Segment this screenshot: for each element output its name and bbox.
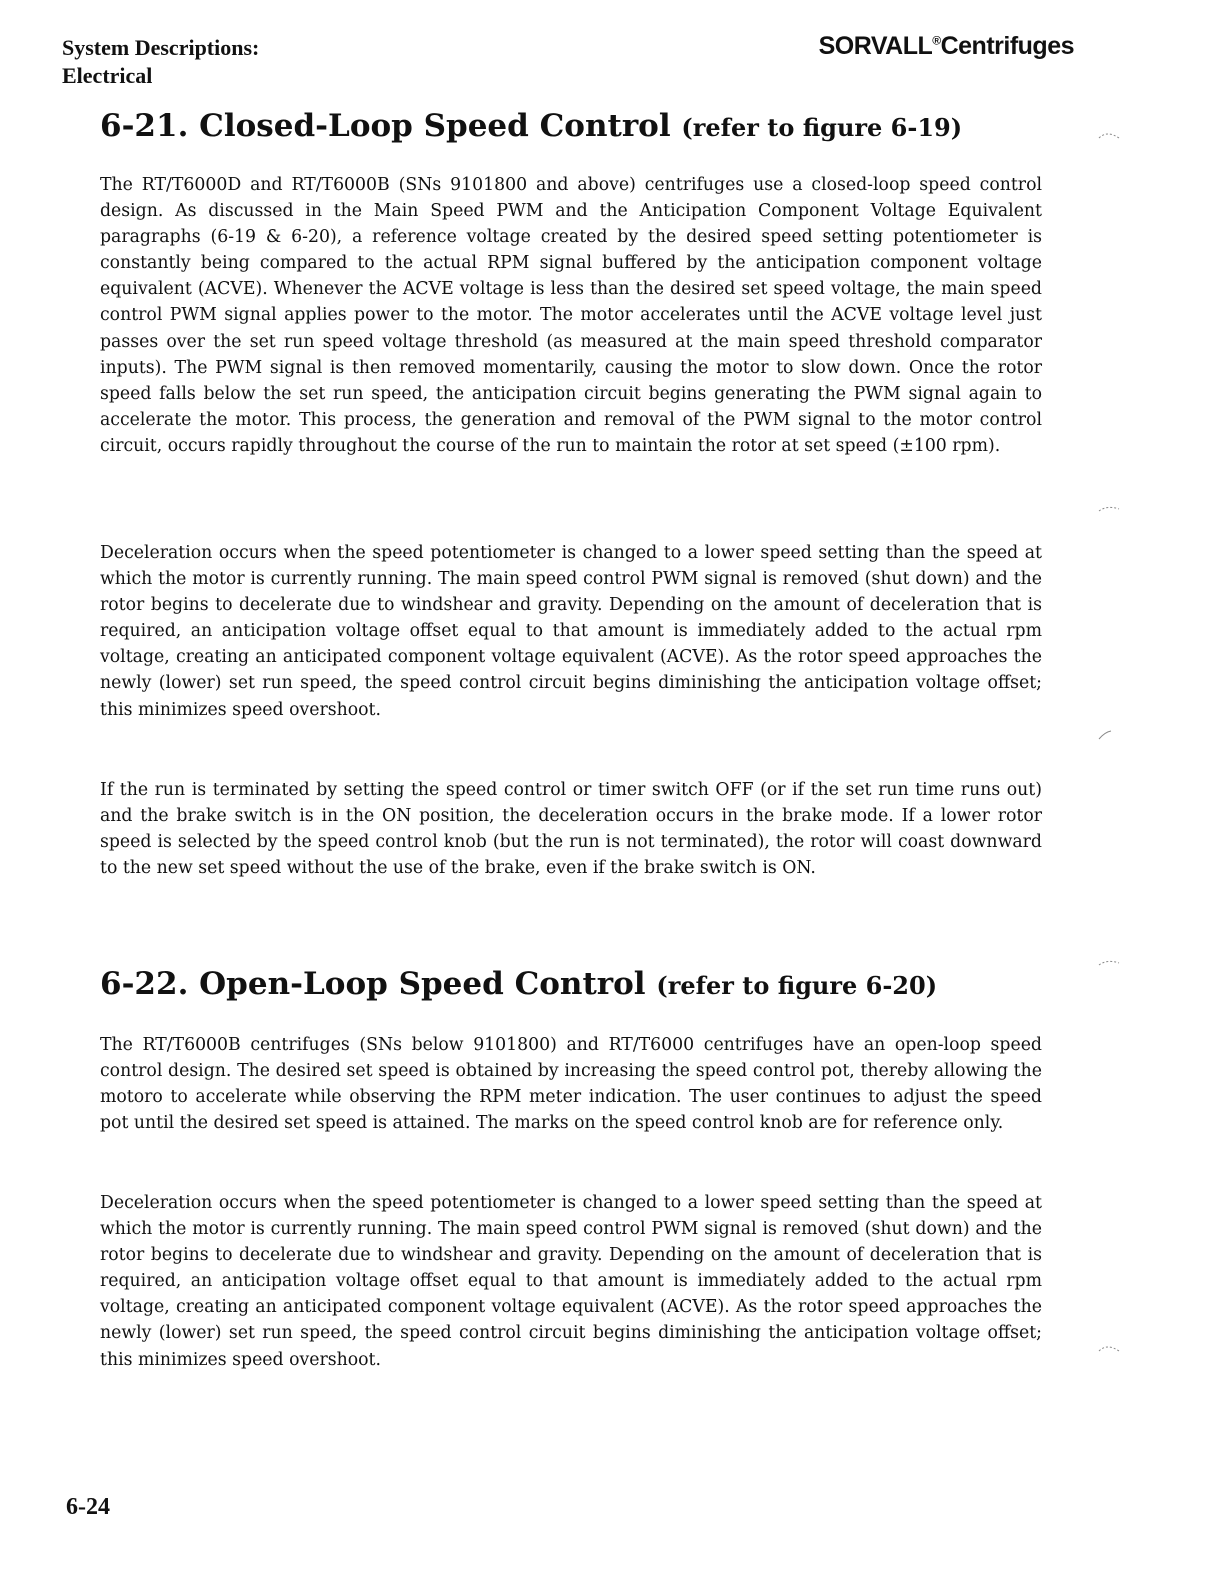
section-heading: Open-Loop Speed Control: [199, 966, 646, 1002]
section-6-21-paragraph-2: Deceleration occurs when the speed potentiometer is changed to a lower speed setting than the speed at which the motor is currently running. The main speed control PWM signal is removed (shut down) and the rotor begins to decelerate due to windshear and gravity. Depending on the amount of deceleration that is required, an anticipation voltage offset equal to that amount is immediately added to the actual rpm voltage, creating an anticipated component voltage equivalent (ACVE). As the rotor speed approaches the newly (lower) set run speed, the speed control circuit begins diminishing the anticipation voltage offset; this minimizes speed overshoot.: [100, 543, 1042, 720]
page-number: 6-24: [66, 1494, 110, 1520]
hole-punch-mark: [1097, 1343, 1123, 1353]
figure-reference: (refer to figure 6-19): [681, 113, 963, 142]
figure-reference: (refer to figure 6-20): [656, 971, 938, 1000]
hole-punch-mark: [1097, 503, 1123, 513]
registered-mark: ®: [932, 33, 941, 48]
hole-punch-mark: [1097, 730, 1123, 740]
section-number: 6-22.: [100, 966, 189, 1002]
section-6-22-paragraph-2: Deceleration occurs when the speed potentiometer is changed to a lower speed setting than the speed at which the motor is currently running. The main speed control PWM signal is removed (shut down) and the rotor begins to decelerate due to windshear and gravity. Depending on the amount of deceleration that is required, an anticipation voltage offset equal to that amount is immediately added to the actual rpm voltage, creating an anticipated component voltage equivalent (ACVE). As the rotor speed approaches the newly (lower) set run speed, the speed control circuit begins diminishing the anticipation voltage offset; this minimizes speed overshoot.: [100, 1193, 1042, 1370]
header-section-line2: Electrical: [62, 63, 153, 88]
section-number: 6-21.: [100, 108, 189, 144]
hole-punch-mark: [1097, 957, 1123, 967]
product-name: Centrifuges: [940, 32, 1074, 60]
brand-name: SORVALL: [818, 32, 933, 60]
header-section-label: [62, 34, 259, 90]
section-6-21-paragraph-1: The RT/T6000D and RT/T6000B (SNs 9101800 and above) centrifuges use a closed-loop speed control design. As discussed in the Main Speed PWM and the Anticipation Component Voltage Equivalent paragraphs (6-19 & 6-20), a reference voltage created by the desired speed setting potentiometer is constantly being compared to the actual RPM signal buffered by the anticipation component voltage equivalent (ACVE). Whenever the ACVE voltage is less than the desired set speed voltage, the main speed control PWM signal applies power to the motor. The motor accelerates until the ACVE voltage level just passes over the set run speed voltage threshold (as measured at the main speed threshold comparator inputs). The PWM signal is then removed momentarily, causing the motor to slow down. Once the rotor speed falls below the set run speed, the anticipation circuit begins generating the PWM signal again to accelerate the motor. This process, the generation and removal of the PWM signal to the motor control circuit, occurs rapidly throughout the course of the run to maintain the rotor at set speed (±100 rpm).: [100, 175, 1042, 456]
section-6-21-paragraph-3: If the run is terminated by setting the speed control or timer switch OFF (or if the set run time runs out) and the brake switch is in the ON position, the deceleration occurs in the brake mode. If a lower rotor speed is selected by the speed control knob (but the run is not terminated), the rotor will coast downward to the new set speed without the use of the brake, even if the brake switch is ON.: [100, 780, 1042, 879]
section-heading: Closed-Loop Speed Control: [199, 108, 671, 144]
section-6-21-title: [100, 108, 962, 144]
header-section-line1: System Descriptions:: [62, 35, 260, 60]
hole-punch-mark: [1097, 130, 1123, 140]
header-brand: [819, 32, 1074, 61]
section-6-22-title: [100, 966, 937, 1002]
section-6-22-paragraph-1: The RT/T6000B centrifuges (SNs below 9101800) and RT/T6000 centrifuges have an open-loop speed control design. The desired set speed is obtained by increasing the speed control pot, thereby allowing the motoro to accelerate while observing the RPM meter indication. The user continues to adjust the speed pot until the desired set speed is attained. The marks on the speed control knob are for reference only.: [100, 1035, 1042, 1134]
